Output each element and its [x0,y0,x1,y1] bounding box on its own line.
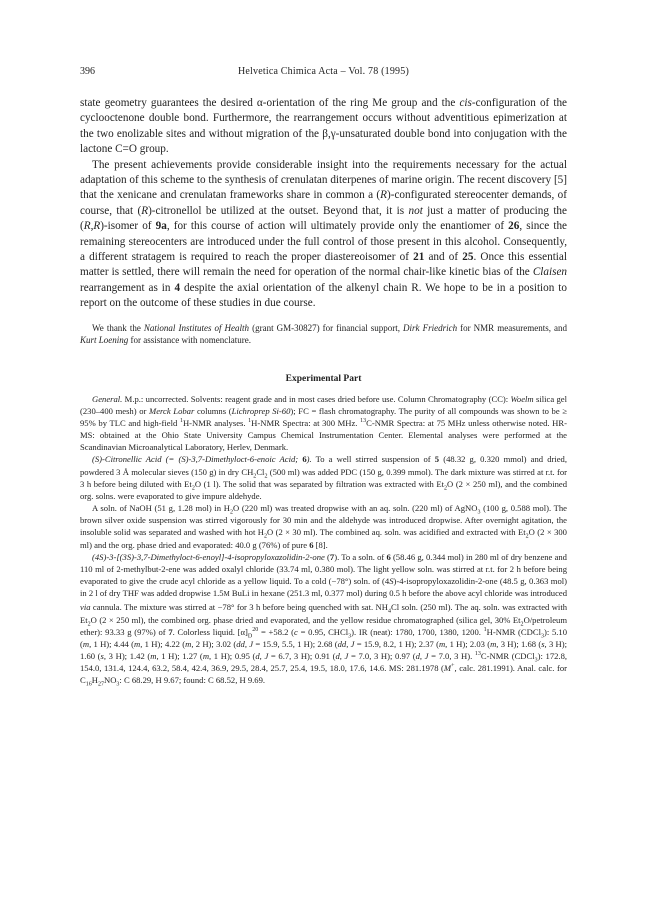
experimental-compound-6: (S)-Citronellic Acid (= (S)-3,7-Dimethyloct-6-enoic Acid; 6). To a well stirred suspension of 5 (48.32 g, 0.320 mmol) and dried, powdered 3 Å molecular sieves (150 g) in dry $CH_2Cl_2$ (500 ml) was added PDC (150 g, 0.399 mmol). The dark mixture was stirred at r.t. for 3 h before being diluted with $Et_2O$ (1 l). The solid that was separated by filtration was extracted with $Et_2O$ (2 × 250 ml), and the combined org. solns. were evaporated to give impure aldehyde. [80,454,568,501]
experimental-oxidation: A soln. of NaOH (51 g, 1.28 mol) in $H_2O$ (220 ml) was treated dropwise with an aq. soln. (220 ml) of AgNO$_3$ (100 g, 0.588 mol). The brown silver oxide suspension was stirred vigorously for 30 min and the aldehyde was introduced dropwise. After overnight agitation, the insoluble solid was separated and washed with hot $H_2O$ (2 × 30 ml). The combined aq. soln. was acidified and extracted with $Et_2O$ (2 × 300 ml) and the org. phase dried and evaporated: 40.0 g (76%) of pure 6 [8]. [80,503,567,550]
experimental-compound-7: (4S)-3-[(3S)-3,7-Dimethyloct-6-enoyl]-4-isopropyloxazolidin-2-one (7). To a soln. of 6 (58.46 g, 0.344 mol) in 280 ml of dry benzene and 110 ml of 2-methylbut-2-ene was added oxalyl chloride (33.74 ml, 0.380 mol). The light yellow soln. was stirred at r.t. for 2 h before being evaporated to give the crude acyl chloride as a yellow liquid. To a cold (−78°) soln. of (4S)-4-isopropyloxazolidin-2-one (48.5 g, 0.363 mol) in 2 l of dry THF was added dropwise 1.5M BuLi in hexane (251.3 ml, 0.377 mol) during 0.5 h before the above acyl chloride was introduced via cannula. The mixture was stirred at −78° for 3 h before being quenched with sat. $NH_4Cl$ soln. (250 ml). The aq. soln. was extracted with $Et_2O$ (2 × 250 ml), the combined org. phase dried and evaporated, and the yellow residue chromatographed (silica gel, 30% $Et_2O$/petroleum ether): 93.33 g (97%) of 7. Colorless liquid. $[\alpha]_D^{20} = +58.2$ (c = 0.95, CHCl$_3$). IR (neat): 1780, 1700, 1380, 1200. $^1$H-NMR (CDCl$_3$): 5.10 (m, 1 H); 4.44 (m, 1 H); 4.22 (m, 2 H); 3.02 (dd, J = 15.9, 5.5, 1 H); 2.68 (dd, J = 15.9, 8.2, 1 H); 2.37 (m, 1 H); 2.03 (m, 3 H); 1.68 (s, 3 H); 1.60 (s, 3 H); 1.42 (m, 1 H); 1.27 (m, 1 H); 0.95 (d, J = 6.7, 3 H); 0.91 (d, J = 7.0, 3 H); 0.97 (d, J = 7.0, 3 H). $^{13}$C-NMR (CDCl$_3$): 172.8, 154.0, 131.4, 124.4, 63.2, 58.4, 42.4, 36.9, 29.5, 28.4, 25.7, 25.4, 19.5, 18.0, 17.6, 14.6. MS: 281.1978 (M+, calc. 281.1991). Anal. calc. for $C_{16}H_{27}NO_3$: C 68.29, H 9.67; found: C 68.52, H 9.69. [80,551,568,688]
paragraph-continued: state geometry guarantees the desired α-orientation of the ring Me group and the cis-configuration of the cyclooctenone double bond. Furthermore, the rearrangement occurs without adventitious epimerization at the two enolizable sites and without migration of the β,γ-unsaturated double bond into conjugation with the lactone C=O group. [80,97,568,156]
page-header [80,66,567,82]
running-head: Helvetica Chimica Acta – Vol. 78 (1995) [237,66,409,77]
journal-page [80,66,567,686]
experimental-general: General. M.p.: uncorrected. Solvents: reagent grade and in most cases dried before use. Column Chromatography (CC): Woelm silica gel (230–400 mesh) or Merck Lobar columns (Lichroprep Si-60); FC = flash chromatography. The purity of all compounds was shown to be ≥ 95% by TLC and high-field $^1$H-NMR analyses. $^1$H-NMR Spectra: at 300 MHz. $^{13}$C-NMR Spectra: at 75 MHz unless otherwise noted. HR-MS: obtained at the Ohio State University Campus Chemical Instrumentation Center. Elemental analyses were performed at the Scandinavian Microanalytical Laboratory, Herlev, Denmark. [80,393,568,453]
page-number: 396 [80,66,95,77]
paragraph-outlook: The present achievements provide considerable insight into the requirements necessary for the actual adaptation of this scheme to the synthesis of crenulatan diterpenes of marine origin. The recent discovery [5] that the xenicane and crenulatan frameworks share in common a (R)-configurated stereocenter demands, of course, that (R)-citronellol be utilized at the outset. Beyond that, it is not just a matter of producing the (R,R)-isomer of 9a, for this course of action will ultimately provide only the enantiomer of 26, since the remaining stereocenters are introduced under the full control of those present in this alcohol. Consequently, a different stratagem is required to reach the proper diastereoisomer of 21 and of 25. Once this essential matter is settled, there will remain the need for operation of the normal chair-like kinetic bias of the Claisen rearrangement as in 4 despite the axial orientation of the alkenyl chain R. We hope to be in a position to report on the outcome of these studies in due course. [80,158,567,310]
section-heading: Experimental Part [285,373,362,384]
experimental-section [80,393,567,687]
discussion-text [80,96,567,312]
acknowledgment: We thank the National Institutes of Health (grant GM-30827) for financial support, Dirk Friedrich for NMR measurements, and Kurt Loening for assistance with nomenclature. [80,322,568,346]
